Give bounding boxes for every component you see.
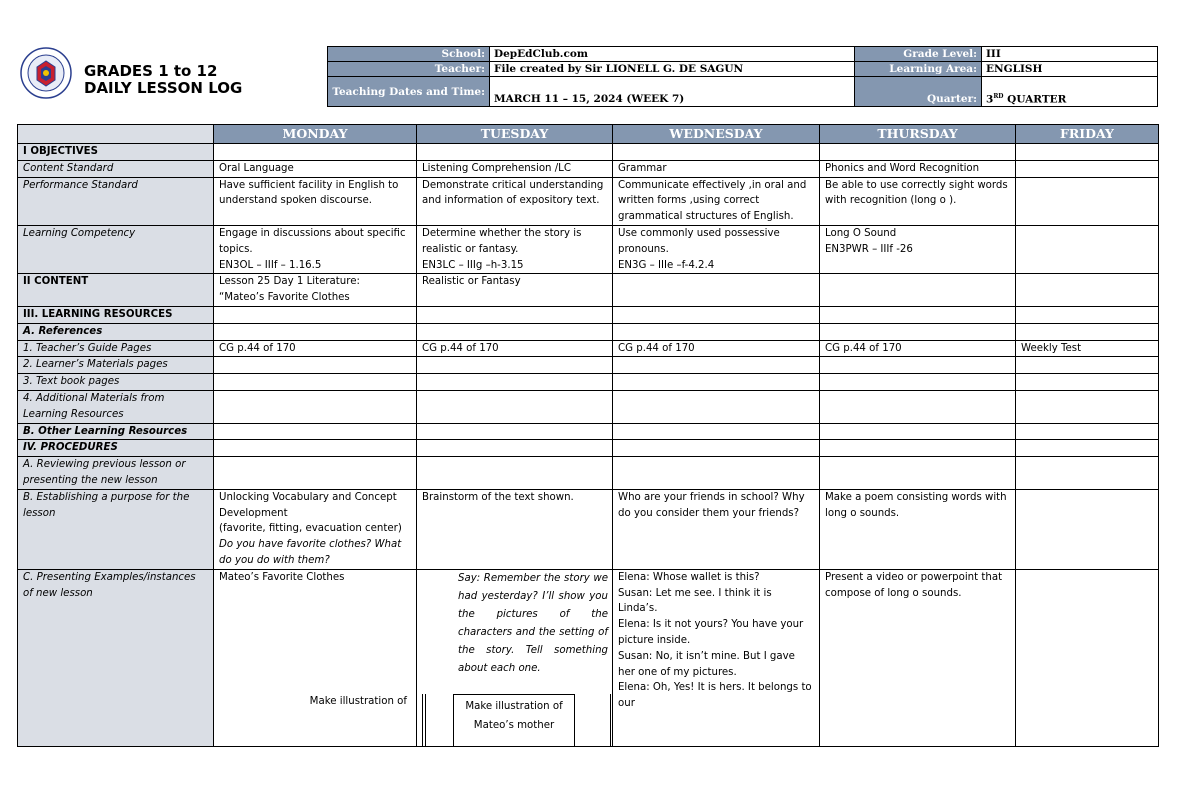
- day-thursday: THURSDAY: [820, 125, 1016, 144]
- learning-competency-label: Learning Competency: [18, 225, 214, 273]
- presenting-tue: [417, 569, 613, 746]
- competency-mon-code: EN3OL – IIIf – 1.16.5: [219, 259, 322, 271]
- additional-materials-row: [18, 390, 1159, 423]
- competency-wed-code: EN3G – IIIe –f-4.2.4: [618, 259, 715, 271]
- learning-competency-row: [18, 225, 1159, 273]
- quarter-label: Quarter:: [855, 77, 982, 107]
- references-label: A. References: [18, 323, 214, 340]
- other-resources-label: B. Other Learning Resources: [18, 423, 214, 440]
- textbook-row: [18, 374, 1159, 391]
- reviewing-label: A. Reviewing previous lesson or presenting the new lesson: [18, 457, 214, 490]
- performance-standard-label: Performance Standard: [18, 177, 214, 225]
- objectives-label: I OBJECTIVES: [18, 144, 214, 161]
- dates-value: MARCH 11 – 15, 2024 (WEEK 7): [490, 77, 855, 107]
- establishing-wed: Who are your friends in school? Why do you consider them your friends?: [613, 489, 820, 569]
- presenting-mon-illustration: Make illustration of: [309, 695, 407, 707]
- learning-resources-label: III. LEARNING RESOURCES: [18, 306, 214, 323]
- teachers-guide-wed: CG p.44 of 170: [613, 340, 820, 357]
- performance-standard-fri: [1016, 177, 1159, 225]
- dialogue-line-4: Susan: No, it isn’t mine. But I gave her one of my pictures.: [618, 650, 795, 678]
- day-wednesday: WEDNESDAY: [613, 125, 820, 144]
- teacher-value: File created by Sir LIONELL G. DE SAGUN: [490, 62, 855, 77]
- lesson-log-table: [17, 124, 1159, 747]
- quarter-value: [982, 77, 1158, 107]
- content-standard-tue: Listening Comprehension /LC: [417, 160, 613, 177]
- area-value: ENGLISH: [982, 62, 1158, 77]
- title-line2: DAILY LESSON LOG: [84, 79, 243, 97]
- content-mon-line2: “Mateo’s Favorite Clothes: [219, 292, 350, 304]
- dates-label: Teaching Dates and Time:: [328, 77, 490, 107]
- quarter-num: 3: [986, 93, 994, 105]
- establishing-mon-line1: Unlocking Vocabulary and Concept Development: [219, 491, 397, 519]
- days-header-row: [18, 125, 1159, 144]
- objectives-row: [18, 144, 1159, 161]
- performance-standard-wed: Communicate effectively ,in oral and written forms ,using correct grammatical structures of English.: [613, 177, 820, 225]
- content-standard-label: Content Standard: [18, 160, 214, 177]
- content-standard-thu: Phonics and Word Recognition: [820, 160, 1016, 177]
- grade-label: Grade Level:: [855, 47, 982, 62]
- learning-competency-tue: [417, 225, 613, 273]
- presenting-row: [18, 569, 1159, 746]
- competency-mon-text: Engage in discussions about specific topics.: [219, 227, 406, 255]
- presenting-tue-illustration-box: Make illustration of Mateo’s mother: [453, 694, 575, 747]
- teachers-guide-row: [18, 340, 1159, 357]
- establishing-row: [18, 489, 1159, 569]
- establishing-thu: Make a poem consisting words with long o sounds.: [820, 489, 1016, 569]
- content-tue: Realistic or Fantasy: [417, 274, 613, 307]
- presenting-mon-title: Mateo’s Favorite Clothes: [219, 571, 345, 583]
- content-row: [18, 274, 1159, 307]
- dialogue-line-3: Elena: Is it not yours? You have your picture inside.: [618, 619, 804, 646]
- performance-standard-tue: Demonstrate critical understanding and information of expository text.: [417, 177, 613, 225]
- references-row: [18, 323, 1159, 340]
- day-friday: FRIDAY: [1016, 125, 1159, 144]
- performance-standard-thu: Be able to use correctly sight words with recognition (long o ).: [820, 177, 1016, 225]
- title-line1: GRADES 1 to 12: [84, 62, 218, 80]
- presenting-label: C. Presenting Examples/instances of new lesson: [18, 569, 214, 746]
- teachers-guide-thu: CG p.44 of 170: [820, 340, 1016, 357]
- procedures-label: IV. PROCEDURES: [18, 440, 214, 457]
- content-standard-fri: [1016, 160, 1159, 177]
- page-title: [84, 63, 242, 97]
- quarter-word: QUARTER: [1003, 93, 1067, 105]
- procedures-row: [18, 440, 1159, 457]
- establishing-mon-line2: (favorite, fitting, evacuation center): [219, 523, 402, 535]
- dialogue-line-1: Elena: Whose wallet is this?: [618, 571, 760, 583]
- presenting-tue-say: Say: Remember the story we had yesterday? I’ll show you the pictures of the characters and the setting of the story. Tell something about each one.: [458, 572, 608, 674]
- competency-tue-text: Determine whether the story is realistic or fantasy.: [422, 227, 582, 255]
- presenting-thu: Present a video or powerpoint that compose of long o sounds.: [820, 569, 1016, 746]
- content-standard-mon: Oral Language: [214, 160, 417, 177]
- teachers-guide-tue: CG p.44 of 170: [417, 340, 613, 357]
- learning-resources-row: [18, 306, 1159, 323]
- content-standard-wed: Grammar: [613, 160, 820, 177]
- content-standard-row: [18, 160, 1159, 177]
- establishing-mon-line3: Do you have favorite clothes? What do you do with them?: [219, 539, 402, 566]
- competency-wed-text: Use commonly used possessive pronouns.: [618, 227, 780, 255]
- establishing-tue: Brainstorm of the text shown.: [417, 489, 613, 569]
- area-label: Learning Area:: [855, 62, 982, 77]
- learners-materials-label: 2. Learner’s Materials pages: [18, 357, 214, 374]
- illustration-frame-left: [422, 694, 426, 746]
- textbook-label: 3. Text book pages: [18, 374, 214, 391]
- content-mon-line1: Lesson 25 Day 1 Literature:: [219, 276, 360, 288]
- content-label: II CONTENT: [18, 274, 214, 307]
- performance-standard-mon: Have sufficient facility in English to understand spoken discourse.: [214, 177, 417, 225]
- deped-seal-logo: [20, 47, 72, 99]
- school-value: DepEdClub.com: [490, 47, 855, 62]
- day-monday: MONDAY: [214, 125, 417, 144]
- teacher-label: Teacher:: [328, 62, 490, 77]
- days-header-blank: [18, 125, 214, 144]
- learning-competency-mon: [214, 225, 417, 273]
- content-mon: [214, 274, 417, 307]
- dialogue-line-5: Elena: Oh, Yes! It is hers. It belongs to our: [618, 682, 812, 710]
- header-info-table: [327, 46, 1158, 107]
- presenting-mon: [214, 569, 417, 746]
- day-tuesday: TUESDAY: [417, 125, 613, 144]
- quarter-sup: RD: [993, 92, 1004, 100]
- grade-value: III: [982, 47, 1158, 62]
- other-resources-row: [18, 423, 1159, 440]
- performance-standard-row: [18, 177, 1159, 225]
- dialogue-line-2: Susan: Let me see. I think it is Linda’s.: [618, 587, 772, 615]
- reviewing-row: [18, 457, 1159, 490]
- competency-thu-code: EN3PWR – IIIf -26: [825, 243, 913, 255]
- competency-thu-text: Long O Sound: [825, 227, 897, 239]
- teachers-guide-fri: Weekly Test: [1016, 340, 1159, 357]
- competency-tue-code: EN3LC – IIIg –h-3.15: [422, 259, 524, 271]
- learners-materials-row: [18, 357, 1159, 374]
- learning-competency-thu: [820, 225, 1016, 273]
- teachers-guide-mon: CG p.44 of 170: [214, 340, 417, 357]
- learning-competency-fri: [1016, 225, 1159, 273]
- additional-materials-label: 4. Additional Materials from Learning Resources: [18, 390, 214, 423]
- school-label: School:: [328, 47, 490, 62]
- teachers-guide-label: 1. Teacher’s Guide Pages: [18, 340, 214, 357]
- establishing-mon: [214, 489, 417, 569]
- establishing-label: B. Establishing a purpose for the lesson: [18, 489, 214, 569]
- learning-competency-wed: [613, 225, 820, 273]
- presenting-wed: [613, 569, 820, 746]
